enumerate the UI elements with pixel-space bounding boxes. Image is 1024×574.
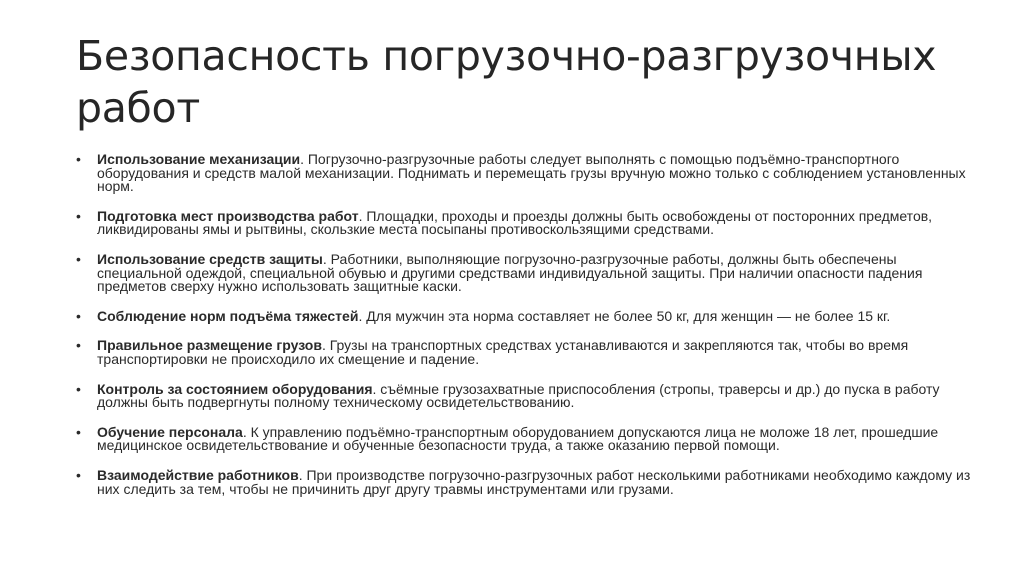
- bullet-text: . Площадки, проходы и проезды должны быть освобождены от посторонних предметов, ликвидированы ямы и рытвины, скользкие места посыпаны противоскользящими средствами.: [97, 207, 933, 238]
- bullet-marker: •: [76, 250, 81, 267]
- bullet-heading: Обучение персонала: [97, 423, 243, 440]
- bullet-item: [76, 466, 976, 497]
- bullet-heading: Контроль за состоянием оборудования: [97, 380, 373, 397]
- bullet-text: . Погрузочно-разгрузочные работы следует выполнять с помощью подъёмно-транспортного оборудования и средств малой механизации. Поднимать и перемещать грузы вручную можно только с соблюдением установленных норм.: [97, 151, 966, 195]
- bullet-text: . К управлению подъёмно-транспортным оборудованием допускаются лица не моложе 18 лет, прошедшие медицинское освидетельствование и обученные безопасности труда, а также оказанию первой помощи.: [97, 423, 939, 454]
- bullet-marker: •: [76, 207, 81, 224]
- bullet-heading: Соблюдение норм подъёма тяжестей: [97, 307, 359, 324]
- bullet-marker: •: [76, 337, 81, 354]
- bullet-heading: Использование средств защиты: [97, 250, 323, 267]
- bullet-text: . Для мужчин эта норма составляет не более 50 кг, для женщин — не более 15 кг.: [358, 307, 891, 324]
- bullet-item: [76, 250, 976, 295]
- bullet-marker: •: [76, 307, 81, 324]
- bullet-text: . Грузы на транспортных средствах устанавливаются и закрепляются так, чтобы во время транспортировки не происходило их смещение и падение.: [97, 337, 909, 367]
- bullet-marker: •: [76, 151, 81, 167]
- bullet-item: [76, 153, 976, 194]
- slide-title: Безопасность погрузочно-разгрузочных работ: [76, 32, 937, 132]
- bullet-item: [76, 207, 976, 238]
- bullet-heading: Подготовка мест производства работ: [97, 207, 359, 224]
- bullet-text: . При производстве погрузочно-разгрузочных работ несколькими работниками необходимо каждому из них следить за тем, чтобы не причинить друг другу травмы инструментами или грузами.: [97, 466, 971, 497]
- bullet-text: . съёмные грузозахватные приспособления (стропы, траверсы и др.) до пуска в работу должны быть подвергнуты полному техническому освидетельствованию.: [97, 380, 940, 411]
- bullet-text: . Работники, выполняющие погрузочно-разгрузочные работы, должны быть обеспечены специальной одеждой, специальной обувью и другими средствами индивидуальной защиты. При наличии опасности падения предметов сверху нужно использовать защитные каски.: [97, 250, 923, 295]
- bullet-marker: •: [76, 380, 81, 397]
- bullet-marker: •: [76, 466, 81, 483]
- bullet-item: [76, 380, 976, 411]
- bullet-item: [76, 423, 976, 454]
- bullet-heading: Взаимодействие работников: [97, 466, 299, 483]
- bullet-heading: Использование механизации: [97, 151, 301, 167]
- bullet-item: [76, 307, 976, 324]
- bullet-marker: •: [76, 423, 81, 440]
- bullet-heading: Правильное размещение грузов: [97, 337, 322, 354]
- bullet-list: [76, 153, 976, 512]
- bullet-item: [76, 339, 976, 366]
